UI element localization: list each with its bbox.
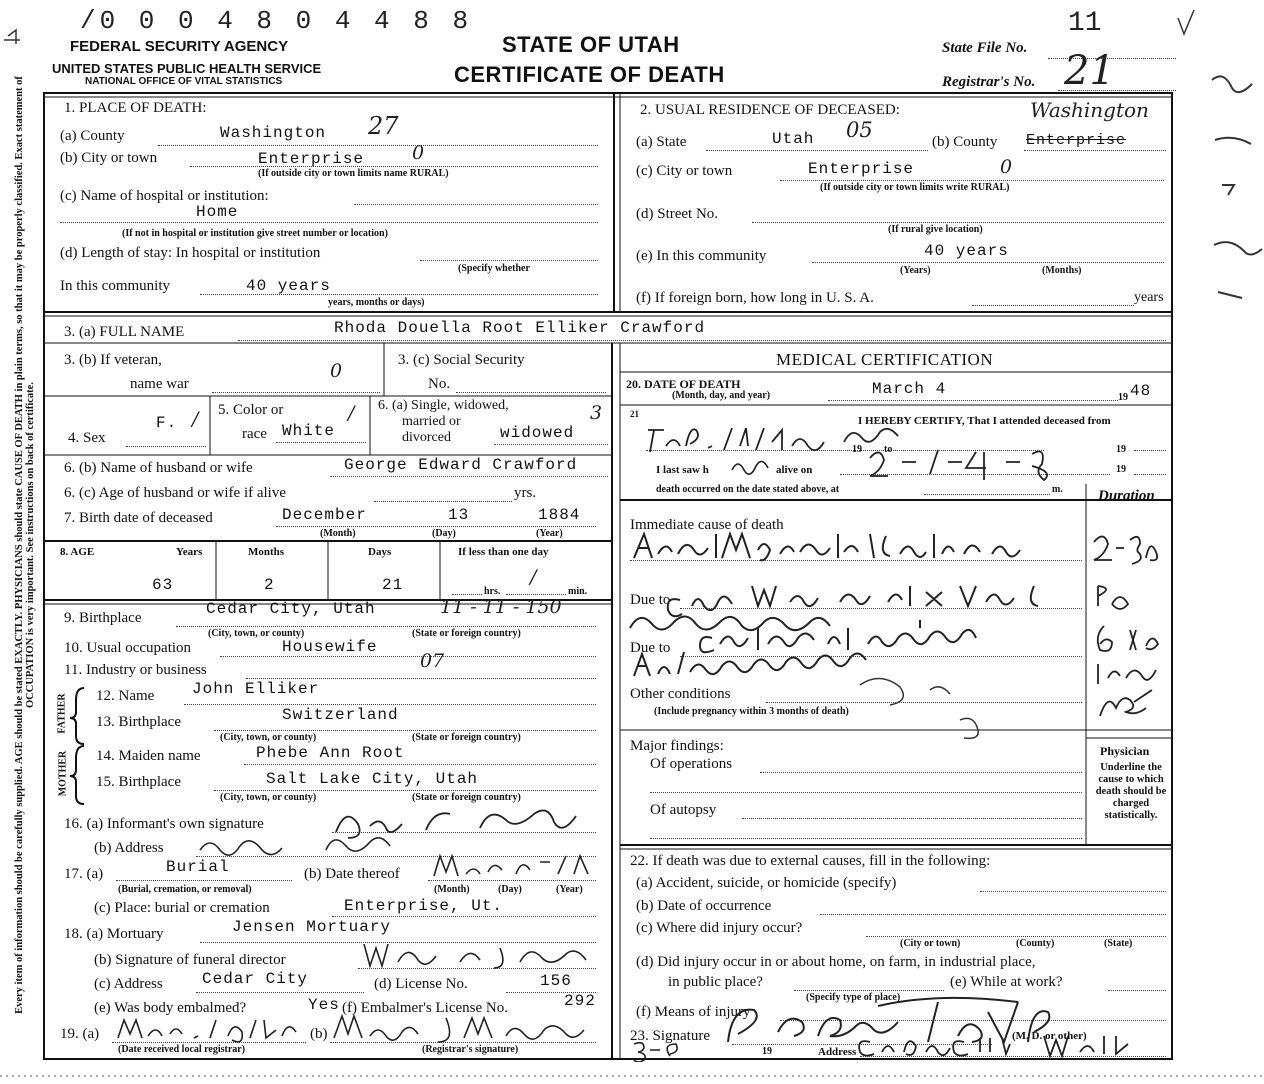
operations-line-2 bbox=[650, 792, 1082, 793]
burial-place-value: Enterprise, Ut. bbox=[344, 897, 504, 915]
industry-label: 11. Industry or business bbox=[64, 662, 207, 678]
other-conditions-label: Other conditions bbox=[630, 686, 731, 702]
registrar-value: 21 bbox=[1064, 48, 1115, 94]
dir-address-line bbox=[196, 992, 364, 993]
res-foreign-label: (f) If foreign born, how long in U. S. A. bbox=[636, 290, 874, 306]
mother-maiden-label: 14. Maiden name bbox=[96, 748, 201, 764]
place-of-death-title: 1. PLACE OF DEATH: bbox=[64, 100, 207, 116]
ssn-label-2: No. bbox=[428, 376, 451, 392]
attended-year-prefix-1: 19 bbox=[852, 444, 862, 455]
margin-instructions: Every item of information should be carefully supplied. AGE should be stated EXACTLY. PHYSICIANS should state CAUSE OF DEATH in plain terms, so that it may be properly classified. Exact statement of OCCUPATION is very important. See instructions on back of certificate. bbox=[14, 76, 36, 1014]
pod-community-note: years, months or days) bbox=[328, 297, 425, 308]
res-foreign-line bbox=[972, 305, 1134, 306]
birth-month-caption: (Month) bbox=[320, 528, 356, 539]
age-years-label: Years bbox=[176, 546, 203, 558]
autopsy-label: Of autopsy bbox=[650, 802, 717, 818]
signature-23-label: 23. Signature bbox=[630, 1028, 710, 1044]
burial-date-year-caption: (Year) bbox=[556, 884, 583, 895]
res-street-note: (If rural give location) bbox=[888, 224, 983, 235]
father-birth-caption-1: (City, town, or county) bbox=[220, 732, 317, 743]
attended-to-line bbox=[1134, 450, 1166, 451]
residence-title: 2. USUAL RESIDENCE OF DECEASED: bbox=[640, 102, 900, 118]
informant-address-handwriting bbox=[196, 828, 426, 860]
ssn-line bbox=[456, 392, 606, 393]
age-days-label: Days bbox=[368, 546, 392, 558]
age-less-label: If less than one day bbox=[458, 546, 549, 558]
age-min-line bbox=[506, 594, 566, 595]
age-min-label: min. bbox=[568, 586, 588, 597]
pod-county-line bbox=[158, 145, 598, 146]
veteran-value: 0 bbox=[330, 360, 343, 382]
major-findings-label: Major findings: bbox=[630, 738, 724, 754]
pod-stay-label: (d) Length of stay: In hospital or institution bbox=[60, 245, 321, 261]
due-to-2-handwriting bbox=[628, 614, 1088, 684]
color-code: / bbox=[348, 402, 355, 424]
birthplace-line bbox=[176, 626, 596, 627]
veteran-label-1: 3. (b) If veteran, bbox=[64, 352, 162, 368]
license-label: (d) License No. bbox=[374, 976, 468, 992]
father-birth-caption-2: (State or foreign country) bbox=[412, 732, 521, 743]
res-state-line bbox=[706, 150, 928, 151]
father-name-value: John Elliker bbox=[192, 680, 320, 698]
registrar-sig-caption: (Registrar's signature) bbox=[422, 1044, 519, 1055]
ssn-label-1: 3. (c) Social Security bbox=[398, 352, 525, 368]
received-label: 19. (a) bbox=[60, 1026, 100, 1042]
pod-county-value: Washington bbox=[220, 124, 327, 142]
last-saw-handwriting bbox=[728, 452, 776, 476]
age-label: 8. AGE bbox=[60, 546, 95, 558]
autopsy-line bbox=[742, 818, 1082, 819]
embalmed-value: Yes bbox=[308, 996, 340, 1014]
father-birth-label: 13. Birthplace bbox=[96, 714, 181, 730]
signature-23-md-label: (M. D. or other) bbox=[1012, 1030, 1087, 1042]
pod-stay-line bbox=[420, 260, 598, 261]
physician-title: Physician bbox=[1100, 744, 1150, 758]
birth-year-caption: (Year) bbox=[536, 528, 563, 539]
due-to-1-label: Due to bbox=[630, 592, 671, 608]
occupation-line bbox=[220, 656, 596, 657]
pod-stay-note: (Specify whether bbox=[458, 263, 530, 274]
last-saw-label: I last saw h bbox=[656, 464, 709, 476]
agency-line-2: UNITED STATES PUBLIC HEALTH SERVICE bbox=[52, 61, 322, 76]
state-title: STATE OF UTAH bbox=[502, 32, 680, 57]
death-date-value: March 4 bbox=[872, 380, 947, 398]
res-state-label: (a) State bbox=[636, 134, 687, 150]
alive-year-line bbox=[1134, 474, 1166, 475]
sex-line bbox=[126, 446, 206, 447]
sex-code: / bbox=[192, 408, 199, 430]
birthplace-caption-1: (City, town, or county) bbox=[208, 628, 305, 639]
birth-label: 7. Birth date of deceased bbox=[64, 510, 213, 526]
occurred-label: death occurred on the date stated above, at bbox=[656, 484, 840, 495]
birth-month: December bbox=[282, 506, 367, 524]
burial-date-month-caption: (Month) bbox=[434, 884, 470, 895]
death-date-caption: (Month, day, and year) bbox=[672, 390, 771, 401]
informant-address-label: (b) Address bbox=[94, 840, 164, 856]
license-value: 156 bbox=[540, 972, 572, 990]
serial-number: /0 0 0 4 8 0 4 4 8 8 bbox=[80, 6, 473, 36]
occupation-label: 10. Usual occupation bbox=[64, 640, 192, 656]
mother-birth-value: Salt Lake City, Utah bbox=[266, 770, 479, 788]
immediate-cause-handwriting bbox=[630, 528, 1070, 564]
external-c-caption-city: (City or town) bbox=[900, 938, 961, 949]
external-c-line bbox=[866, 936, 1166, 937]
res-street-line bbox=[752, 222, 1164, 223]
res-foreign-suffix: years bbox=[1134, 290, 1164, 305]
veteran-line bbox=[212, 392, 380, 393]
spouse-age-line bbox=[374, 501, 512, 502]
spouse-label: 6. (b) Name of husband or wife bbox=[64, 460, 253, 476]
pod-city-label: (b) City or town bbox=[60, 150, 158, 166]
res-state-value: Utah bbox=[772, 130, 815, 148]
death-date-line bbox=[828, 400, 1118, 401]
external-title: 22. If death was due to external causes, fill in the following: bbox=[630, 853, 991, 869]
burial-label: 17. (a) bbox=[64, 866, 104, 882]
pod-community-value: 40 years bbox=[246, 277, 331, 295]
death-date-label: 20. DATE OF DEATH bbox=[626, 377, 741, 391]
due-to-2-label: Due to bbox=[630, 640, 671, 656]
dir-address-value: Cedar City bbox=[202, 970, 309, 988]
external-f-label: (f) Means of injury bbox=[636, 1004, 751, 1020]
registrar-sig-label: (b) bbox=[310, 1026, 328, 1042]
informant-label: 16. (a) Informant's own signature bbox=[64, 816, 264, 832]
attended-to-label: to bbox=[884, 444, 893, 455]
age-months-label: Months bbox=[248, 546, 285, 558]
received-caption: (Date received local registrar) bbox=[118, 1044, 246, 1055]
burial-line bbox=[116, 880, 292, 881]
birth-year: 1884 bbox=[538, 506, 581, 524]
mother-maiden-value: Phebe Ann Root bbox=[256, 744, 405, 762]
birth-line bbox=[276, 526, 596, 527]
res-city-label: (c) City or town bbox=[636, 163, 733, 179]
external-d-label-2: in public place? bbox=[668, 974, 763, 990]
spouse-age-suffix: yrs. bbox=[514, 485, 537, 501]
age-min-mark: / bbox=[530, 566, 537, 588]
other-conditions-line bbox=[766, 702, 1082, 703]
other-conditions-note: (Include pregnancy within 3 months of death) bbox=[654, 706, 849, 717]
external-e-label: (e) While at work? bbox=[950, 974, 1063, 990]
res-city-line bbox=[780, 180, 1164, 181]
received-date-handwriting bbox=[114, 1014, 304, 1044]
occurred-m-label: m. bbox=[1052, 484, 1063, 495]
marital-code: 3 bbox=[590, 402, 603, 424]
duration-1-handwriting bbox=[1090, 528, 1166, 568]
immediate-cause-label: Immediate cause of death bbox=[630, 517, 784, 533]
color-label-1: 5. Color or bbox=[218, 402, 284, 418]
external-c-label: (c) Where did injury occur? bbox=[636, 920, 803, 936]
father-birth-value: Switzerland bbox=[282, 706, 399, 724]
full-name-value: Rhoda Douella Root Elliker Crawford bbox=[334, 319, 706, 337]
duration-label: Duration bbox=[1098, 488, 1155, 504]
marital-line bbox=[494, 444, 608, 445]
burial-date-label: (b) Date thereof bbox=[304, 866, 400, 882]
certificate-title: CERTIFICATE OF DEATH bbox=[454, 62, 725, 87]
industry-code: 07 bbox=[420, 650, 445, 672]
res-county-handwritten: Washington bbox=[1030, 98, 1149, 122]
pod-city-value: Enterprise bbox=[258, 150, 365, 168]
pod-hospital-label: (c) Name of hospital or institution: bbox=[60, 188, 269, 204]
res-community-label: (e) In this community bbox=[636, 248, 767, 264]
mortuary-label: 18. (a) Mortuary bbox=[64, 926, 164, 942]
director-label: (b) Signature of funeral director bbox=[94, 952, 286, 968]
external-b-line bbox=[820, 914, 1166, 915]
agency-line-3: NATIONAL OFFICE OF VITAL STATISTICS bbox=[85, 76, 283, 87]
mother-birth-line bbox=[214, 790, 596, 791]
pod-city-code: 0 bbox=[412, 142, 425, 164]
burial-date-handwriting bbox=[430, 850, 600, 884]
operations-line bbox=[760, 772, 1082, 773]
res-community-line bbox=[812, 262, 1164, 263]
alive-on-handwriting bbox=[866, 444, 1056, 484]
spouse-value: George Edward Crawford bbox=[344, 456, 578, 474]
res-county-label: (b) County bbox=[932, 134, 998, 150]
color-value: White bbox=[282, 422, 336, 440]
operations-label: Of operations bbox=[650, 756, 733, 772]
res-county-value: Enterprise bbox=[1026, 132, 1127, 149]
signature-23-date-handwriting bbox=[630, 1038, 740, 1062]
state-file-label: State File No. bbox=[942, 40, 1028, 56]
birthplace-caption-2: (State or foreign country) bbox=[412, 628, 521, 639]
pod-hospital-line bbox=[354, 204, 598, 205]
res-community-value: 40 years bbox=[924, 242, 1009, 260]
external-c-caption-county: (County) bbox=[1016, 938, 1055, 949]
external-d-label: (d) Did injury occur in or about home, on farm, in industrial place, bbox=[636, 954, 1036, 970]
dir-address-label: (c) Address bbox=[94, 976, 163, 992]
birthplace-label: 9. Birthplace bbox=[64, 610, 142, 626]
res-city-value: Enterprise bbox=[808, 160, 915, 178]
external-a-label: (a) Accident, suicide, or homicide (specify) bbox=[636, 875, 897, 891]
signature-23-date-prefix: 19 bbox=[762, 1046, 772, 1057]
signature-23-address-label: Address bbox=[818, 1046, 857, 1058]
duration-2-handwriting bbox=[1090, 578, 1166, 614]
mother-birth-label: 15. Birthplace bbox=[96, 774, 181, 790]
autopsy-line-2 bbox=[650, 838, 1082, 839]
father-birth-line bbox=[214, 730, 596, 731]
director-signature bbox=[360, 936, 610, 972]
age-years-value: 63 bbox=[152, 576, 174, 594]
res-county-line bbox=[1024, 150, 1166, 151]
spouse-age-label: 6. (c) Age of husband or wife if alive bbox=[64, 485, 287, 501]
attended-year-prefix-2: 19 bbox=[1116, 444, 1126, 455]
birth-day: 13 bbox=[448, 506, 470, 524]
embalmer-value: 292 bbox=[564, 992, 596, 1010]
occurred-line bbox=[924, 494, 1050, 495]
birthplace-value: Cedar City, Utah bbox=[206, 600, 376, 618]
external-c-caption-state: (State) bbox=[1104, 938, 1133, 949]
pod-county-code: 27 bbox=[368, 112, 399, 140]
father-vertical-label: FATHER bbox=[56, 693, 68, 734]
birth-day-caption: (Day) bbox=[432, 528, 456, 539]
res-street-label: (d) Street No. bbox=[636, 206, 719, 222]
sex-label: 4. Sex bbox=[68, 430, 106, 446]
age-hrs-line bbox=[452, 594, 482, 595]
pod-community-label: In this community bbox=[60, 278, 170, 294]
industry-line bbox=[246, 678, 596, 679]
death-year-value: 48 bbox=[1130, 382, 1152, 400]
age-days-value: 21 bbox=[382, 576, 404, 594]
father-name-label: 12. Name bbox=[96, 688, 155, 704]
state-file-value: 11 bbox=[1068, 8, 1102, 39]
certify-text: I HEREBY CERTIFY, That I attended deceased from bbox=[858, 415, 1111, 427]
mother-maiden-line bbox=[244, 764, 596, 765]
father-name-line bbox=[184, 704, 596, 705]
res-years-caption: (Years) bbox=[900, 265, 931, 276]
marital-value: widowed bbox=[500, 424, 575, 442]
item-21: 21 bbox=[630, 409, 639, 419]
marital-label-2: married or bbox=[402, 414, 461, 429]
sex-value: F. bbox=[156, 414, 178, 432]
registrar-signature bbox=[330, 1012, 610, 1046]
burial-value: Burial bbox=[166, 858, 230, 876]
age-hrs-label: hrs. bbox=[484, 586, 501, 597]
physician-address-handwriting bbox=[854, 1028, 1166, 1062]
external-e-line bbox=[1108, 990, 1166, 991]
veteran-label-2: name war bbox=[130, 376, 189, 392]
age-months-value: 2 bbox=[264, 576, 275, 594]
color-label-2: race bbox=[242, 426, 267, 442]
pod-hospital-line-2 bbox=[60, 222, 598, 223]
medical-title: MEDICAL CERTIFICATION bbox=[776, 350, 994, 369]
spouse-line bbox=[330, 476, 608, 477]
res-months-caption: (Months) bbox=[1042, 265, 1082, 276]
marital-label-1: 6. (a) Single, widowed, bbox=[378, 398, 509, 413]
external-d-caption: (Specify type of place) bbox=[806, 992, 901, 1003]
res-state-code: 05 bbox=[846, 118, 873, 142]
full-name-line bbox=[238, 340, 1166, 341]
mother-birth-caption-2: (State or foreign country) bbox=[412, 792, 521, 803]
burial-place-line bbox=[332, 916, 596, 917]
death-year-prefix: 19 bbox=[1118, 392, 1128, 403]
color-line bbox=[276, 442, 366, 443]
duration-3-handwriting bbox=[1090, 620, 1170, 720]
pod-city-note: (If outside city or town limits name RURAL) bbox=[258, 168, 449, 179]
mortuary-value: Jensen Mortuary bbox=[232, 918, 392, 936]
burial-place-label: (c) Place: burial or cremation bbox=[94, 900, 270, 916]
pod-hospital-note: (If not in hospital or institution give street number or location) bbox=[122, 228, 388, 239]
pod-hospital-value: Home bbox=[196, 203, 239, 221]
res-city-note: (If outside city or town limits write RURAL) bbox=[820, 182, 1010, 193]
occupation-value: Housewife bbox=[282, 638, 378, 656]
agency-line-1: FEDERAL SECURITY AGENCY bbox=[70, 38, 289, 55]
alive-year-prefix: 19 bbox=[1116, 464, 1126, 475]
burial-caption: (Burial, cremation, or removal) bbox=[118, 884, 252, 895]
physician-note: Underline the cause to which death should be charged statistically. bbox=[1095, 762, 1167, 821]
external-b-label: (b) Date of occurrence bbox=[636, 898, 772, 914]
marital-label-3: divorced bbox=[402, 430, 451, 445]
embalmed-label: (e) Was body embalmed? bbox=[94, 1000, 247, 1016]
alive-on-label: alive on bbox=[776, 464, 813, 476]
mother-vertical-label: MOTHER bbox=[57, 750, 69, 797]
embalmer-label: (f) Embalmer's License No. bbox=[342, 1000, 508, 1016]
burial-date-day-caption: (Day) bbox=[498, 884, 522, 895]
pod-county-label: (a) County bbox=[60, 128, 125, 144]
external-a-line bbox=[980, 891, 1166, 892]
res-city-code: 0 bbox=[1000, 156, 1013, 178]
birthplace-code: 11 - 11 - 150 bbox=[440, 596, 562, 618]
pod-city-line bbox=[190, 166, 598, 167]
registrar-label: Registrar's No. bbox=[942, 74, 1036, 90]
mother-birth-caption-1: (City, town, or county) bbox=[220, 792, 317, 803]
external-d-line bbox=[794, 990, 944, 991]
full-name-label: 3. (a) FULL NAME bbox=[64, 324, 185, 340]
